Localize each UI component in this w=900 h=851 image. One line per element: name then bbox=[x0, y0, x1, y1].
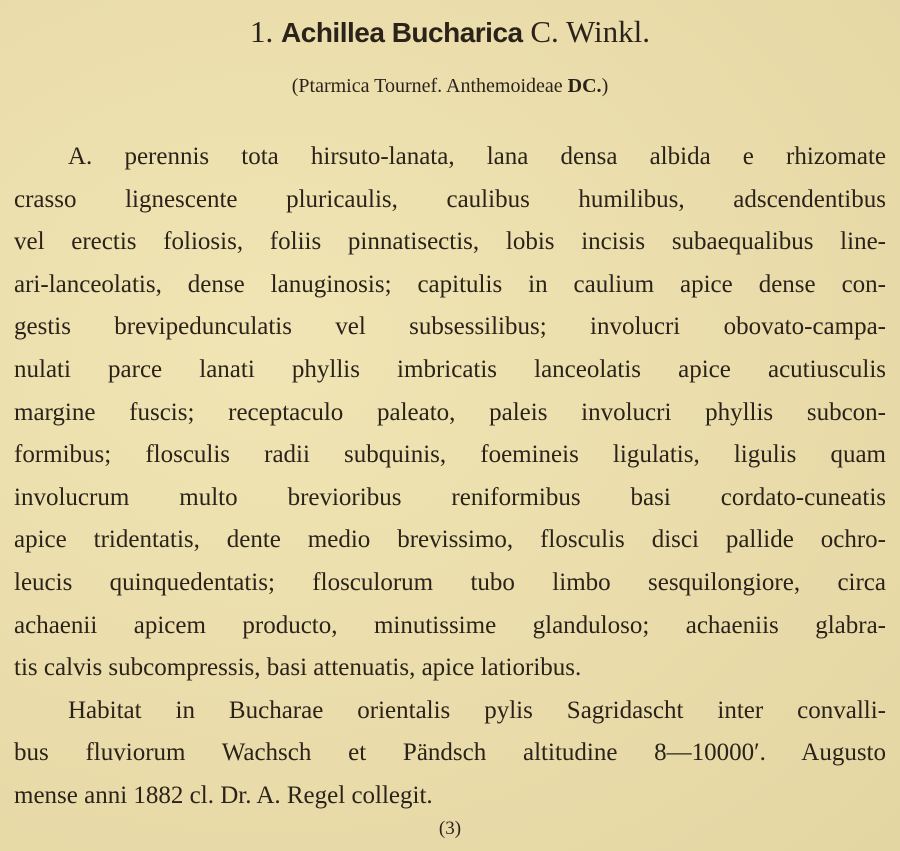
description-line: nulati parce lanati phyllis imbricatis lanceolatis apice acutiusculis bbox=[14, 355, 886, 383]
species-heading bbox=[0, 14, 900, 50]
species-author: C. Winkl. bbox=[530, 14, 650, 49]
description-line: apice tridentatis, dente medio brevissimo, flosculis disci pallide ochro- bbox=[14, 526, 886, 554]
description-line: formibus; flosculis radii subquinis, foemineis ligulatis, ligulis quam bbox=[14, 441, 886, 469]
species-name: Achillea Bucharica bbox=[281, 17, 523, 48]
page-body bbox=[14, 136, 886, 818]
description-line: margine fuscis; receptaculo paleato, paleis involucri phyllis subcon- bbox=[14, 398, 886, 426]
description-line: vel erectis foliosis, foliis pinnatisectis, lobis incisis subaequalibus line- bbox=[14, 228, 886, 256]
subtitle-authority: DC. bbox=[567, 75, 602, 97]
species-number: 1. bbox=[250, 14, 274, 49]
description-line: achaenii apicem producto, minutissime glanduloso; achaeniis glabra- bbox=[14, 611, 886, 639]
habitat-line: bus fluviorum Wachsch et Pändsch altitudine 8—10000′. Augusto bbox=[14, 739, 886, 767]
description-line: crasso lignescente pluricaulis, caulibus humilibus, adscendentibus bbox=[14, 185, 886, 213]
description-line: tis calvis subcompressis, basi attenuatis, apice latioribus. bbox=[14, 654, 582, 682]
description-line: gestis brevipedunculatis vel subsessilibus; involucri obovato-campa- bbox=[14, 313, 886, 341]
description-line: A. perennis tota hirsuto-lanata, lana densa albida e rhizomate bbox=[68, 143, 886, 170]
subtitle-text: (Ptarmica Tournef. Anthemoideae bbox=[291, 75, 568, 97]
habitat-line: mense anni 1882 cl. Dr. A. Regel collegit. bbox=[14, 781, 433, 809]
page-number: (3) bbox=[438, 818, 462, 839]
habitat-line: Habitat in Bucharae orientalis pylis Sagridascht inter convalli- bbox=[68, 696, 886, 724]
classification-subtitle bbox=[0, 75, 900, 98]
description-line: leucis quinquedentatis; flosculorum tubo limbo sesquilongiore, circa bbox=[14, 568, 886, 596]
subtitle-close: ) bbox=[601, 75, 609, 97]
description-line: involucrum multo brevioribus reniformibus basi cordato-cuneatis bbox=[14, 483, 886, 511]
description-line: ari-lanceolatis, dense lanuginosis; capitulis in caulium apice dense con- bbox=[14, 270, 886, 298]
